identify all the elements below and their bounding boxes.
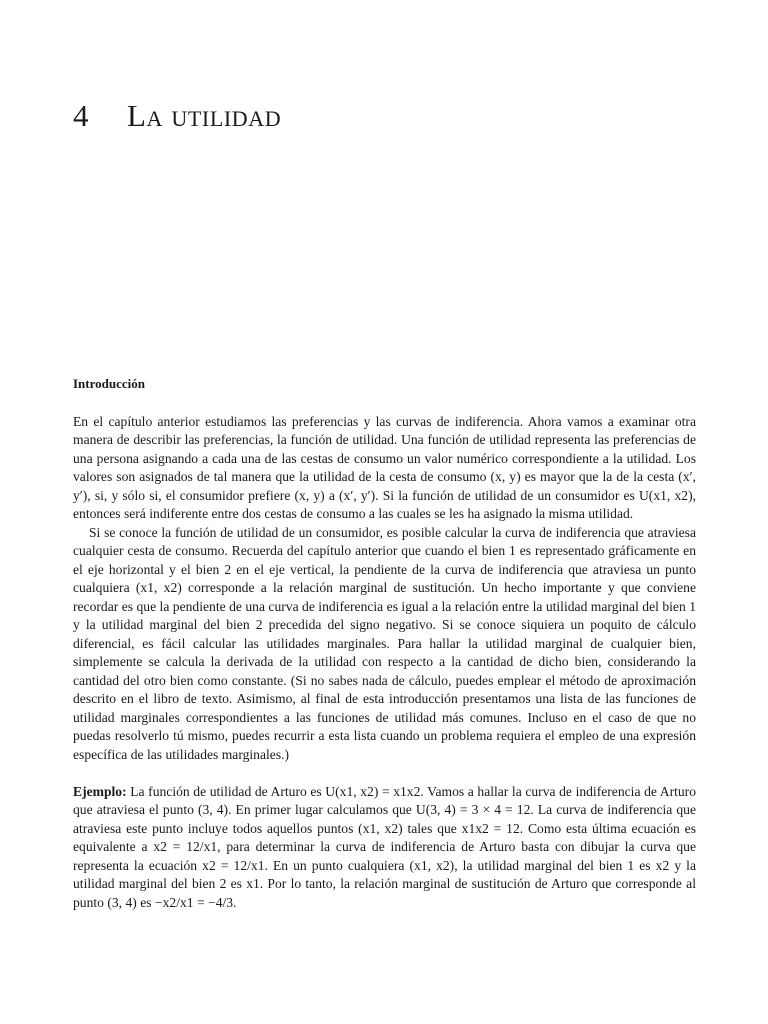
intro-paragraph-2: Si se conoce la función de utilidad de un consumidor, es posible calcular la curva de indiferencia que atraviesa cualquier cesta de consumo. Recuerda del capítulo anterior que cuando el bien 1 es representado gráficamente en el eje horizontal y el bien 2 en el eje vertical, la pendiente de la curva de indiferencia que atraviesa un punto cualquiera (x1, x2) corresponde a la relación marginal de sustitución. Un hecho importante y que conviene recordar es que la pendiente de una curva de indiferencia es igual a la relación entre la utilidad marginal del bien 1 y la utilidad marginal del bien 2 precedida del signo negativo. Si se conoce siquiera un poquito de cálculo diferencial, es fácil calcular las utilidades marginales. Para hallar la utilidad marginal de cualquier bien, simplemente se calcula la derivada de la utilidad con respecto a la cantidad de dicho bien, considerando la cantidad del otro bien como constante. (Si no sabes nada de cálculo, puedes emplear el método de aproximación descrito en el libro de texto. Asimismo, al final de esta introducción presentamos una lista de las funciones de utilidad marginales correspondientes a las funciones de utilidad más comunes. Incluso en el caso de que no puedas resolverlo tú mismo, puedes recurrir a esta lista cuando un problema requiera el empleo de una expresión específica de las utilidades marginales.) xyxy=(73,524,696,762)
chapter-heading xyxy=(73,96,281,136)
main-text xyxy=(73,375,696,912)
example-label: Ejemplo: xyxy=(73,783,127,799)
chapter-number: 4 xyxy=(73,98,89,133)
example-paragraph xyxy=(73,783,696,913)
example-text: La función de utilidad de Arturo es U(x1, x2) = x1x2. Vamos a hallar la curva de indiferencia de Arturo que atraviesa el punto (3, 4). En primer lugar calculamos que U(3, 4) = 3 × 4 = 12. La curva de indiferencia que atraviesa este punto incluye todos aquellos puntos (x1, x2) tales que x1x2 = 12. Como esta última ecuación es equivalente a x2 = 12/x1, para determinar la curva de indiferencia de Arturo basta con dibujar la curva que representa la ecuación x2 = 12/x1. En un punto cualquiera (x1, x2), la utilidad marginal del bien 1 es x2 y la utilidad marginal del bien 2 es x1. Por lo tanto, la relación marginal de sustitución de Arturo que corresponde al punto (3, 4) es −x2/x1 = −4/3. xyxy=(73,783,696,910)
chapter-title: La utilidad xyxy=(127,98,282,133)
section-heading: Introducción xyxy=(73,376,145,391)
intro-paragraph-1: En el capítulo anterior estudiamos las preferencias y las curvas de indiferencia. Ahora vamos a examinar otra manera de describir las preferencias, la función de utilidad. Una función de utilidad representa las preferencias de una persona asignando a cada una de las cestas de consumo un valor numérico correspondiente a la utilidad. Los valores son asignados de tal manera que la utilidad de la cesta de consumo (x, y) es mayor que la de la cesta (x′, y′), si, y sólo si, el consumidor prefiere (x, y) a (x′, y′). Si la función de utilidad de un consumidor es U(x1, x2), entonces será indiferente entre dos cestas de consumo a las cuales se les ha asignado la misma utilidad. xyxy=(73,413,696,521)
